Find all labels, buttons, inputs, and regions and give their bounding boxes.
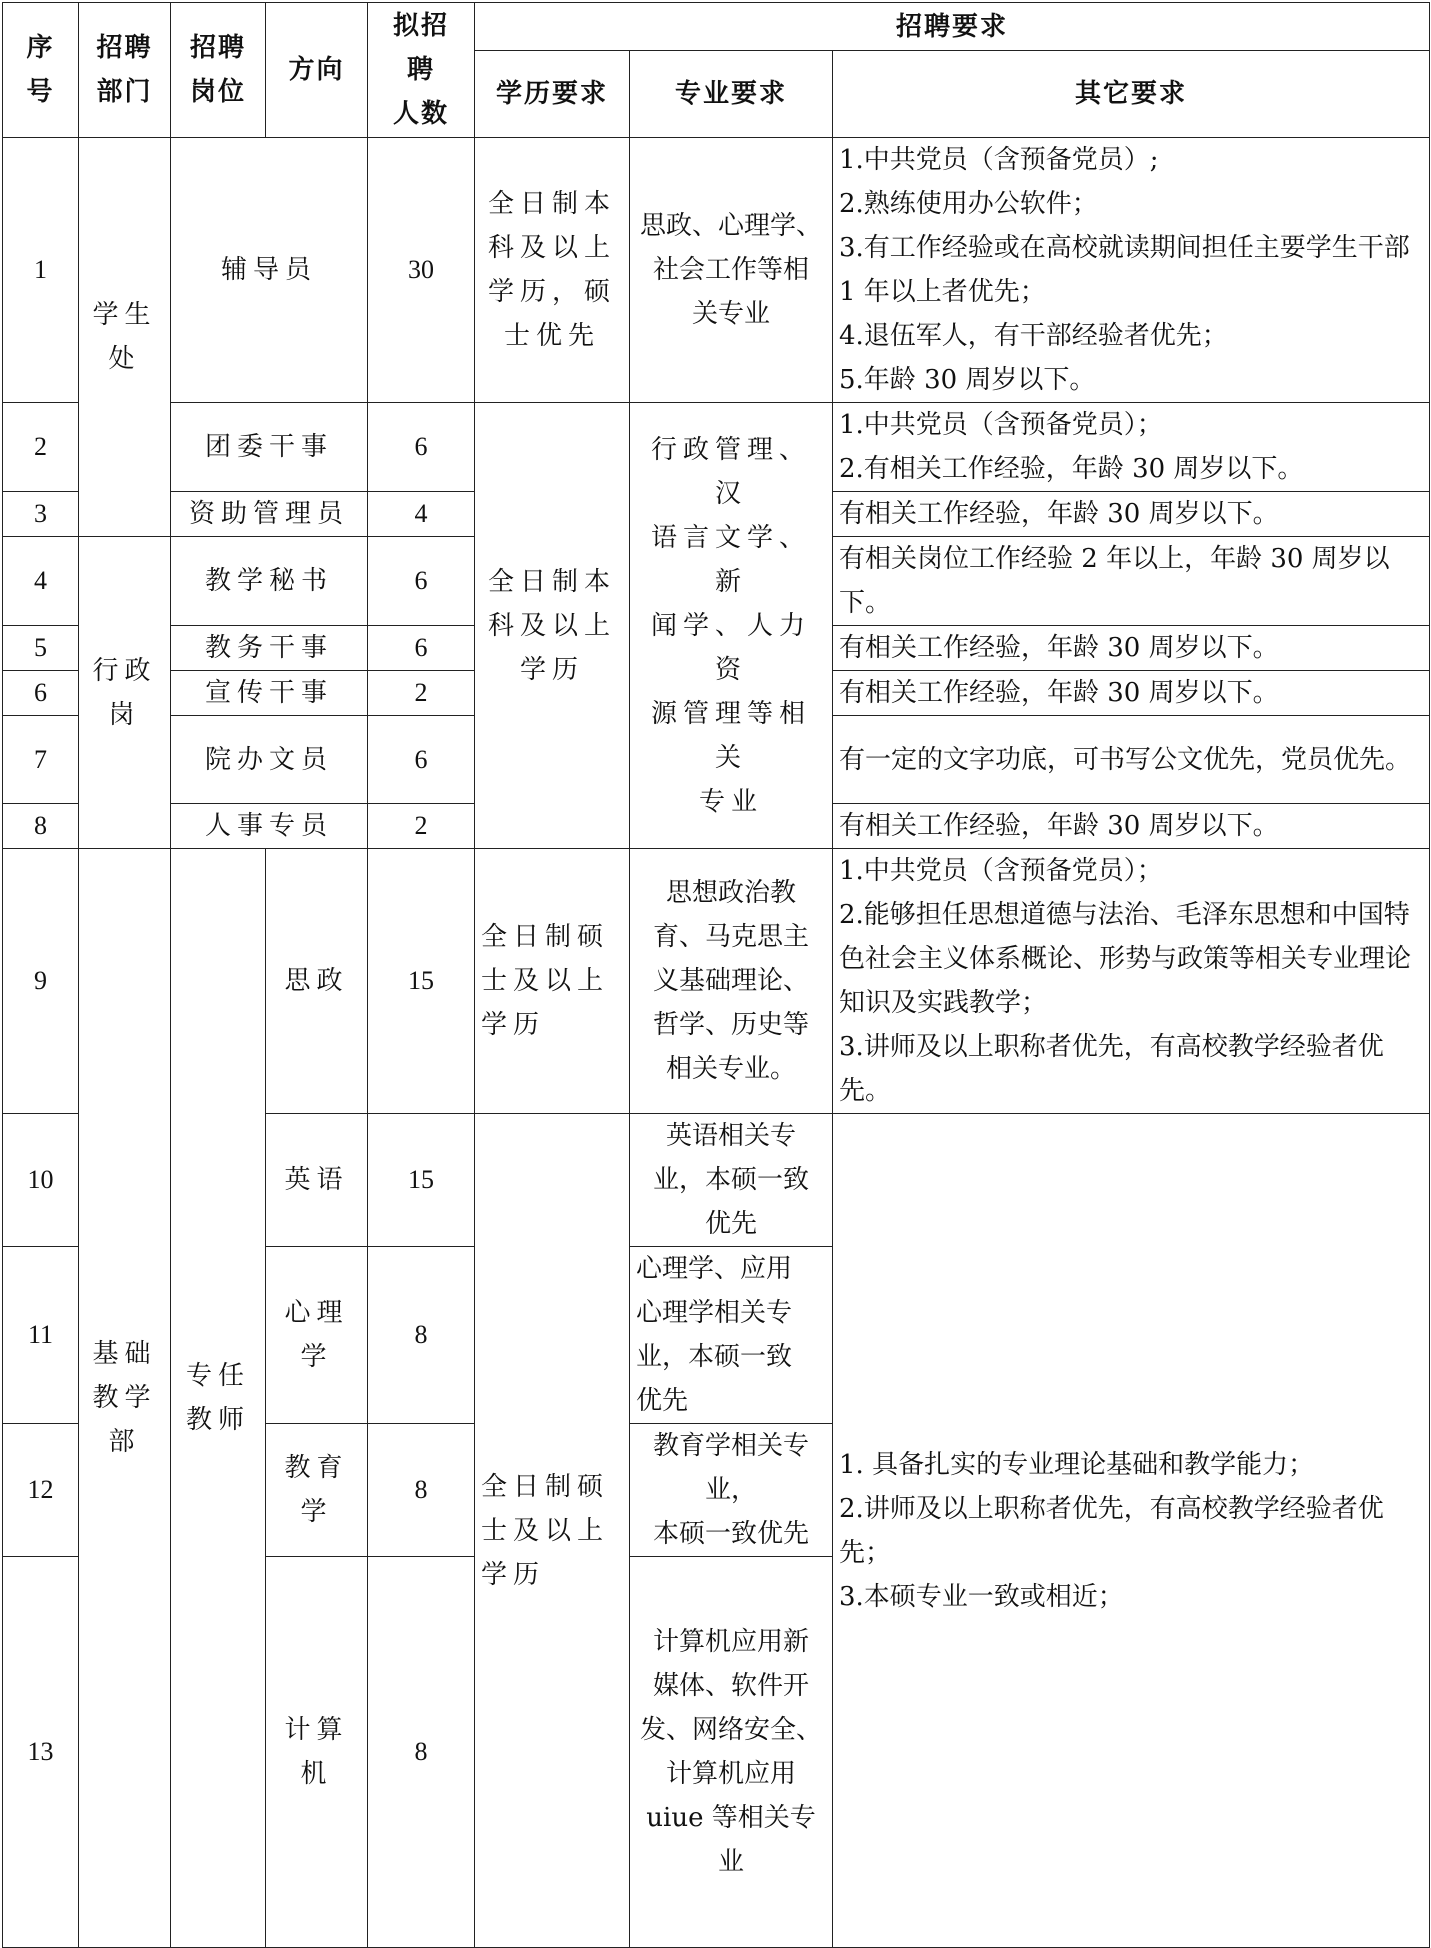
cell-major: 英语相关专 业，本硕一致 优先 [630,1114,833,1247]
cell-major: 教育学相关专 业， 本硕一致优先 [630,1424,833,1557]
cell-post: 专任 教师 [171,849,266,1948]
recruitment-table [2,2,1430,1948]
cell-count: 8 [368,1424,475,1557]
cell-direction: 思政 [266,849,368,1114]
cell-seq: 9 [3,849,79,1114]
cell-seq: 11 [3,1247,79,1424]
table-row [3,849,1430,1114]
cell-major: 行政管理、汉 语言文学、新 闻学、人力资 源管理等相关 专业 [630,403,833,849]
cell-seq: 13 [3,1557,79,1948]
cell-dept: 基础 教学 部 [79,849,171,1948]
cell-seq: 10 [3,1114,79,1247]
cell-count: 6 [368,537,475,626]
cell-count: 2 [368,671,475,716]
cell-count: 15 [368,849,475,1114]
cell-count: 15 [368,1114,475,1247]
cell-major: 心理学、应用 心理学相关专 业，本硕一致 优先 [630,1247,833,1424]
cell-seq: 5 [3,626,79,671]
cell-count: 6 [368,716,475,804]
cell-post: 人事专员 [171,804,368,849]
cell-edu: 全日制本 科及以上 学历 [475,403,630,849]
header-direction: 方向 [266,3,368,138]
cell-dept: 学生 处 [79,138,171,537]
cell-other: 有相关岗位工作经验 2 年以上，年龄 30 周岁以下。 [833,537,1430,626]
cell-seq: 2 [3,403,79,492]
cell-seq: 12 [3,1424,79,1557]
cell-direction: 教育 学 [266,1424,368,1557]
cell-count: 6 [368,626,475,671]
cell-direction: 心理 学 [266,1247,368,1424]
cell-other: 1.中共党员（含预备党员）； 2.有相关工作经验，年龄 30 周岁以下。 [833,403,1430,492]
cell-major: 计算机应用新 媒体、软件开 发、网络安全、 计算机应用 uiue 等相关专 业 [630,1557,833,1948]
cell-other: 1.中共党员（含预备党员）; 2.熟练使用办公软件； 3.有工作经验或在高校就读期间担任主要学生干部 1 年以上者优先； 4.退伍军人，有干部经验者优先； 5.年龄 30 周岁以下。 [833,138,1430,403]
cell-post: 辅导员 [171,138,368,403]
header-post: 招聘 岗位 [171,3,266,138]
header-edu: 学历要求 [475,51,630,138]
cell-count: 30 [368,138,475,403]
cell-seq: 4 [3,537,79,626]
cell-dept: 行政 岗 [79,537,171,849]
header-major: 专业要求 [630,51,833,138]
cell-count: 4 [368,492,475,537]
cell-seq: 7 [3,716,79,804]
cell-count: 2 [368,804,475,849]
cell-other: 有相关工作经验，年龄 30 周岁以下。 [833,492,1430,537]
header-count: 拟招 聘 人数 [368,3,475,138]
header-dept: 招聘 部门 [79,3,171,138]
table-row [3,403,1430,492]
cell-major: 思想政治教 育、马克思主 义基础理论、 哲学、历史等 相关专业。 [630,849,833,1114]
cell-direction: 英语 [266,1114,368,1247]
cell-count: 8 [368,1557,475,1948]
cell-other: 1. 具备扎实的专业理论基础和教学能力； 2.讲师及以上职称者优先，有高校教学经验者优先； 3.本硕专业一致或相近； [833,1114,1430,1948]
cell-post: 教务干事 [171,626,368,671]
table-row [3,138,1430,403]
header-seq: 序 号 [3,3,79,138]
cell-edu: 全日制硕 士及以上 学历 [475,1114,630,1948]
cell-post: 团委干事 [171,403,368,492]
cell-other: 有相关工作经验，年龄 30 周岁以下。 [833,626,1430,671]
cell-seq: 1 [3,138,79,403]
cell-seq: 3 [3,492,79,537]
cell-post: 教学秘书 [171,537,368,626]
header-other: 其它要求 [833,51,1430,138]
cell-major: 思政、心理学、 社会工作等相 关专业 [630,138,833,403]
cell-post: 宣传干事 [171,671,368,716]
cell-post: 院办文员 [171,716,368,804]
cell-other: 有相关工作经验，年龄 30 周岁以下。 [833,804,1430,849]
cell-count: 6 [368,403,475,492]
cell-count: 8 [368,1247,475,1424]
cell-other: 1.中共党员（含预备党员）； 2.能够担任思想道德与法治、毛泽东思想和中国特色社会主义体系概论、形势与政策等相关专业理论知识及实践教学； 3.讲师及以上职称者优先，有高校教学经验者优先。 [833,849,1430,1114]
cell-other: 有一定的文字功底，可书写公文优先，党员优先。 [833,716,1430,804]
cell-edu: 全日制硕 士及以上 学历 [475,849,630,1114]
cell-other: 有相关工作经验，年龄 30 周岁以下。 [833,671,1430,716]
cell-direction: 计算 机 [266,1557,368,1948]
cell-edu: 全日制本 科及以上 学历，硕 士优先 [475,138,630,403]
header-row [3,3,1430,51]
cell-seq: 8 [3,804,79,849]
header-requirements: 招聘要求 [475,3,1430,51]
cell-seq: 6 [3,671,79,716]
cell-post: 资助管理员 [171,492,368,537]
